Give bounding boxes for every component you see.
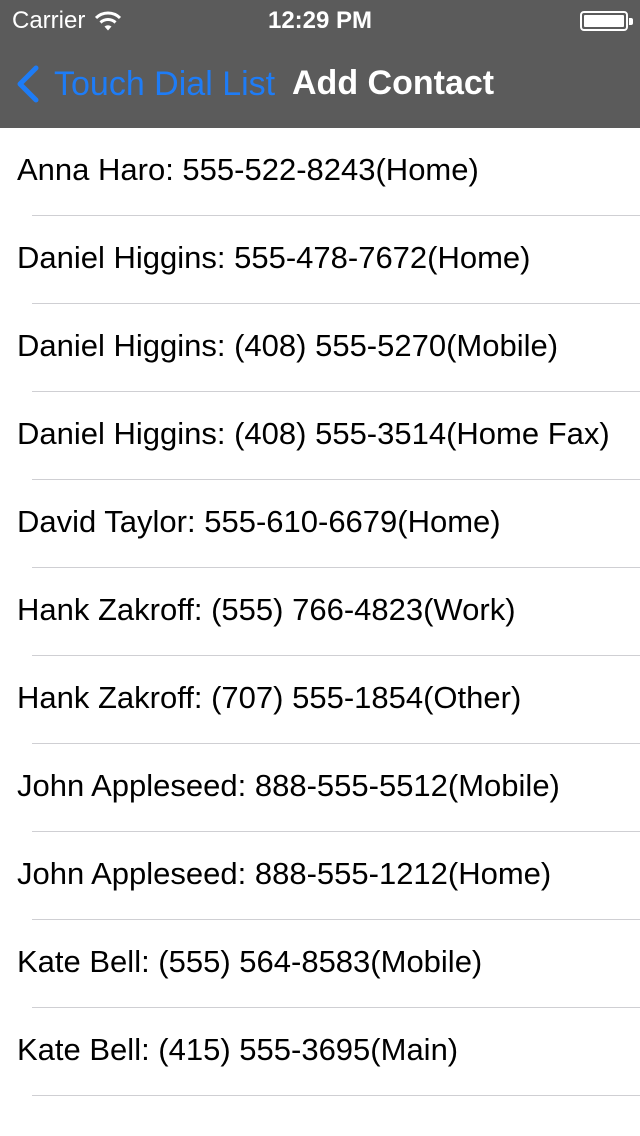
contact-row-label: David Taylor: 555-610-6679(Home) <box>17 504 501 539</box>
contact-row[interactable] <box>0 832 640 920</box>
contact-row[interactable] <box>0 656 640 744</box>
contact-row[interactable] <box>0 480 640 568</box>
battery-level <box>584 15 624 27</box>
contact-row-label: Hank Zakroff: (707) 555-1854(Other) <box>17 680 522 715</box>
contact-row[interactable] <box>0 568 640 656</box>
contact-row-label: John Appleseed: 888-555-5512(Mobile) <box>17 768 560 803</box>
contact-row-label: John Appleseed: 888-555-1212(Home) <box>17 856 552 891</box>
contact-row-label: Daniel Higgins: (408) 555-3514(Home Fax) <box>17 416 610 451</box>
status-time: 12:29 PM <box>267 7 373 34</box>
contact-row[interactable] <box>0 744 640 832</box>
contact-row-label: Daniel Higgins: (408) 555-5270(Mobile) <box>17 328 559 363</box>
contact-row-label: Hank Zakroff: (555) 766-4823(Work) <box>17 592 516 627</box>
battery-icon <box>580 11 628 31</box>
contact-row[interactable] <box>0 392 640 480</box>
back-button-label: Touch Dial List <box>54 64 276 103</box>
contact-row[interactable] <box>0 304 640 392</box>
contact-row-label: Kate Bell: (555) 564-8583(Mobile) <box>17 944 483 979</box>
top-bar <box>0 0 640 128</box>
status-bar <box>0 0 640 40</box>
back-button[interactable] <box>14 62 275 106</box>
contact-row[interactable] <box>0 1008 640 1096</box>
page-title: Add Contact <box>292 64 495 102</box>
contact-row-label: Anna Haro: 555-522-8243(Home) <box>17 152 479 187</box>
chevron-left-icon <box>14 64 44 104</box>
contact-row[interactable] <box>0 920 640 1008</box>
navigation-bar <box>0 40 640 128</box>
carrier-label: Carrier <box>12 7 86 34</box>
battery-nub <box>629 18 633 25</box>
row-separator <box>32 1095 640 1096</box>
contact-list <box>0 128 640 1096</box>
contact-row-label: Kate Bell: (415) 555-3695(Main) <box>17 1032 459 1067</box>
contact-row[interactable] <box>0 216 640 304</box>
contact-row[interactable] <box>0 128 640 216</box>
contact-row-label: Daniel Higgins: 555-478-7672(Home) <box>17 240 531 275</box>
